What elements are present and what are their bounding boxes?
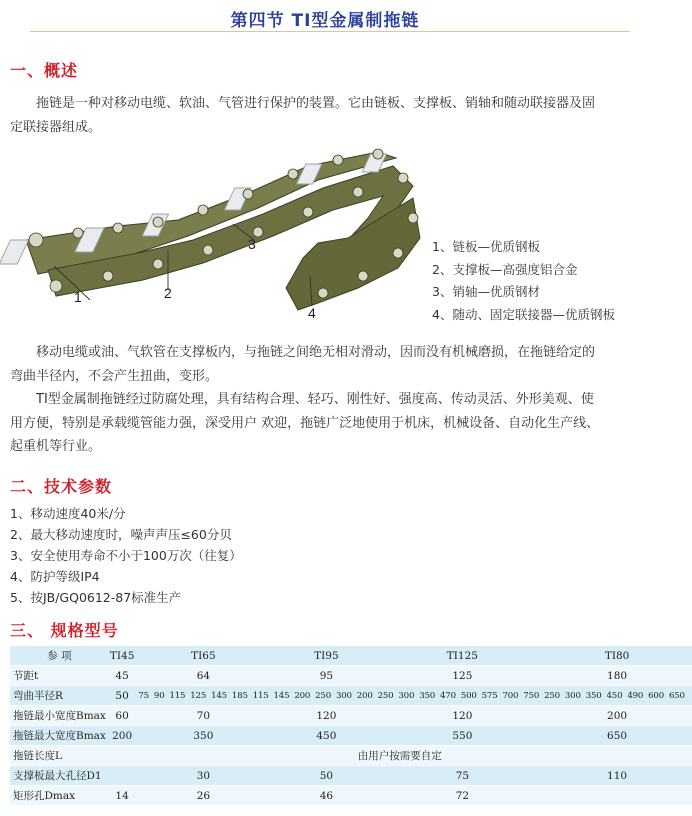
table-cell: 120 [382, 706, 542, 726]
table-cell: 470 [440, 690, 456, 701]
table-cell: 300 [335, 690, 352, 701]
table-cell: 72 [382, 786, 542, 806]
spec-item: 4、防护等级IP4 [10, 569, 100, 584]
spec-item: 2、最大移动速度时，噪声声压≤60分贝 [10, 527, 232, 542]
intro-line-1: 拖链是一种对移动电缆、软油、气管进行保护的装置。它由链板、支撑板、销轴和随动联接器及固 [36, 96, 596, 111]
table-cell: 250 [315, 690, 331, 701]
callout-1: 1 [74, 289, 82, 305]
spec-item: 3、安全使用寿命不小于100万次（往复） [10, 548, 242, 563]
table-cell: 50 [108, 686, 137, 706]
table-cell [108, 766, 137, 786]
table-cell: 185 [231, 690, 248, 701]
table-cell: 550 [382, 726, 542, 746]
description-paragraph [10, 341, 636, 459]
table-cell: 64 [136, 666, 270, 686]
drag-chain-illustration [18, 138, 438, 323]
header-cell: TI45 [108, 646, 137, 666]
table-cell: 300 [564, 690, 581, 701]
model-spec-table [10, 646, 692, 806]
parts-legend [432, 236, 615, 326]
legend-item: 3、销轴—优质钢材 [432, 284, 540, 299]
desc-line: 移动电缆或油、气软管在支撑板内，与拖链之间绝无相对滑动，因而没有机械磨损，在拖链给定的 [36, 345, 596, 360]
table-cell: 95 [270, 666, 382, 686]
table-cell: 30 [136, 766, 270, 786]
desc-line: 起重机等行业。 [10, 439, 102, 454]
table-cell: 120 [270, 706, 382, 726]
table-cell: 350 [136, 726, 270, 746]
table-cell [542, 786, 691, 806]
row-label: 矩形孔Dmax [10, 786, 108, 806]
legend-item: 1、链板—优质钢板 [432, 239, 540, 254]
table-cell: 200 [542, 706, 691, 726]
table-cell: 14 [108, 786, 137, 806]
table-cell: 70 [136, 706, 270, 726]
callout-4: 4 [308, 305, 316, 321]
header-cell: TI80 [542, 646, 691, 666]
table-row [10, 786, 692, 806]
header-cell: TI65 [136, 646, 270, 666]
table-cell: 115 [252, 690, 269, 701]
table-cell: 46 [270, 786, 382, 806]
header-cell: TI95 [270, 646, 382, 666]
section-heading-tech: 二、技术参数 [10, 477, 113, 496]
section-heading-models: 三、 规格型号 [10, 621, 119, 640]
spec-item: 1、移动速度40米/分 [10, 506, 126, 521]
table-cell: 450 [606, 690, 623, 701]
table-cell: 250 [377, 690, 394, 701]
table-cell: 500 [460, 690, 477, 701]
tech-specs-list [10, 503, 242, 608]
table-cell: 490 [627, 690, 644, 701]
table-cell: 600 [648, 690, 664, 701]
table-row [10, 766, 692, 786]
desc-line: 用方便，特别是承载缆管能力强，深受用户 欢迎，拖链广泛地使用于机床，机械设备、自动化生产线、 [10, 415, 600, 431]
table-cell: 300 [398, 690, 415, 701]
table-cell: 350 [585, 690, 602, 701]
title-divider [30, 31, 630, 32]
table-row [10, 666, 692, 686]
row-label: 拖链最小宽度Bmax [10, 706, 108, 726]
table-cell: 350 [419, 690, 436, 701]
table-cell: 45 [108, 666, 137, 686]
table-cell: 110 [542, 766, 691, 786]
table-cell: 575 [481, 690, 498, 701]
table-cell: 650 [668, 690, 685, 701]
table-cell: 180 [542, 666, 691, 686]
row-label: 拖链长度L [10, 746, 108, 766]
table-cell: 200 [294, 690, 311, 701]
table-cell: 115 [169, 690, 186, 701]
table-row [10, 686, 692, 706]
row-label: 节距t [10, 666, 108, 686]
page-title: 第四节 TI型金属制拖链 [230, 11, 420, 31]
radius-values-cell [136, 686, 691, 706]
table-cell: 90 [153, 690, 165, 701]
table-cell: 50 [270, 766, 382, 786]
row-label: 拖链最大宽度Bmax [10, 726, 108, 746]
callout-3: 3 [248, 236, 256, 252]
table-cell: 200 [356, 690, 373, 701]
table-cell: 450 [270, 726, 382, 746]
row-label: 弯曲半径R [10, 686, 108, 706]
table-cell: 75 [382, 766, 542, 786]
row-label: 支撑板最大孔径D1 [10, 766, 108, 786]
table-cell: 145 [273, 690, 290, 701]
table-row [10, 706, 692, 726]
section-heading-overview: 一、概述 [10, 61, 79, 80]
table-row [10, 726, 692, 746]
table-cell: 75 [138, 690, 149, 701]
table-cell: 60 [108, 706, 137, 726]
table-cell: 700 [502, 690, 519, 701]
header-cell: TI125 [382, 646, 542, 666]
table-cell: 650 [542, 726, 691, 746]
intro-line-2: 定联接器组成。 [10, 119, 102, 135]
desc-line: TI型金属制拖链经过防腐处理，具有结构合理、轻巧、刚性好、强度高、传动灵活、外形美观、使 [36, 392, 594, 407]
legend-item: 2、支撑板—高强度铝合金 [432, 261, 578, 277]
desc-line: 弯曲半径内，不会产生扭曲，变形。 [10, 368, 219, 384]
table-cell: 145 [211, 690, 227, 701]
header-cell: 参 项 [10, 646, 108, 666]
table-header-row [10, 646, 692, 666]
legend-item: 4、随动、固定联接器—优质钢板 [432, 306, 615, 322]
table-cell: 250 [544, 690, 560, 701]
intro-paragraph [10, 92, 636, 139]
table-cell: 125 [382, 666, 542, 686]
table-cell: 200 [108, 726, 137, 746]
table-cell: 26 [136, 786, 270, 806]
spec-item: 5、按JB/GQ0612-87标准生产 [10, 590, 182, 605]
table-cell: 125 [190, 690, 207, 701]
table-cell: 750 [523, 690, 540, 701]
table-cell: 由用户按需要自定 [108, 746, 692, 766]
callout-2: 2 [164, 285, 172, 301]
table-row [10, 746, 692, 766]
